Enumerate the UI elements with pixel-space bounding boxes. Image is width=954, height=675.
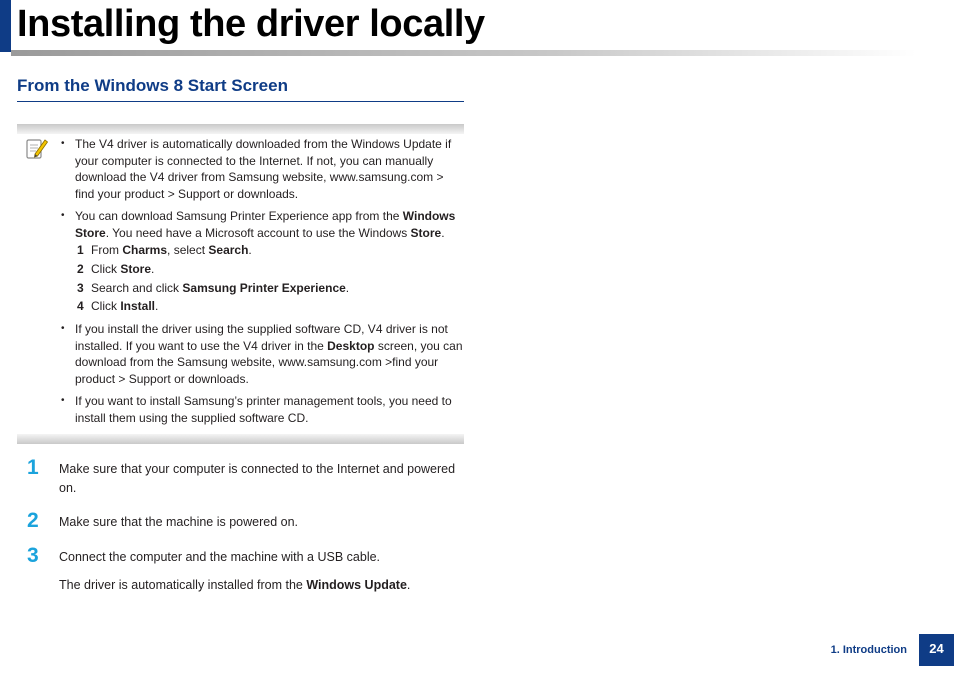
title-accent-bar [0,0,11,52]
bold-text: Windows Update [306,577,407,592]
bold-text: Store [120,261,152,276]
title-underline [11,50,916,56]
note-bullet-text [75,208,464,241]
substep-number: 4 [77,299,84,314]
text-run: . [441,225,445,240]
note-substep-item [75,260,464,279]
note-bullet-text [75,393,464,426]
bold-text: Install [120,299,156,314]
note-substep-item [75,279,464,298]
step-text [59,460,464,497]
bold-text: Search [208,243,249,258]
text-run: Make sure that your computer is connected to the Internet and powered on. [59,462,456,495]
note-bullet-item [61,393,464,426]
text-run: . [345,280,350,295]
footer-chapter-label: 1. Introduction [830,644,907,656]
note-box [17,124,464,444]
note-bullet-item [61,208,464,316]
step-number: 1 [27,456,39,479]
bold-text: Desktop [327,338,375,353]
substep-number: 2 [77,261,84,276]
step-instruction [59,548,464,567]
step-number: 2 [27,509,39,532]
text-run: Make sure that the machine is powered on. [59,515,299,529]
text-run: screen, you can download from the Samsung website, www.samsung.com >find your product > Support or downloads. [75,338,463,387]
note-bullet-text [75,136,464,203]
bold-text: Windows Store [75,208,456,240]
bold-text: Store [410,225,442,240]
text-run: Search and click [91,280,183,295]
section-underline [17,101,464,102]
note-bullet-item [61,321,464,388]
note-top-border [17,124,464,134]
section-heading: From the Windows 8 Start Screen [17,76,288,95]
text-run: You can download Samsung Printer Experience app from the [75,208,403,223]
step-text [59,513,464,532]
note-bullet-text [75,321,464,388]
step-instruction [59,513,464,532]
text-run: The driver is automatically installed from the [59,577,307,592]
note-substep-list [75,241,464,316]
text-run: Click [91,299,121,314]
step-result-text [59,576,464,595]
note-bottom-border [17,434,464,444]
bold-text: Charms [122,243,168,258]
text-run: Click [91,261,121,276]
step-instruction [59,460,464,497]
bold-text: Samsung Printer Experience [182,280,346,295]
text-run: . You need have a Microsoft account to use the Windows [105,225,411,240]
text-run: . [155,299,159,314]
note-substep-item [75,241,464,260]
text-run: If you install the driver using the supplied software CD, V4 driver is not installed. If you want to use the V4 driver in the [75,322,448,353]
note-content [61,136,464,431]
text-run: , select [167,243,209,258]
substep-number: 3 [77,280,84,295]
text-run: . [248,243,252,258]
page-number-badge: 24 [919,634,954,666]
text-run: If you want to install Samsung’s printer management tools, you need to install them using the supplied software CD. [75,393,452,425]
note-pencil-icon [26,137,48,161]
step-number: 3 [27,544,39,567]
text-run: . [406,577,411,592]
text-run: Connect the computer and the machine with a USB cable. [59,550,381,564]
note-bullet-list [61,136,464,426]
substep-number: 1 [77,243,84,258]
text-run: From [91,243,123,258]
note-substep-item [75,297,464,316]
text-run: The V4 driver is automatically downloaded from the Windows Update if your computer is connected to the Internet. If not, you can manually download the V4 driver from Samsung website, www.samsung.com > find your product > Support or downloads. [75,137,452,202]
step-text [59,548,464,594]
note-bullet-item [61,136,464,203]
text-run: . [151,261,155,276]
page-title: Installing the driver locally [17,3,485,45]
